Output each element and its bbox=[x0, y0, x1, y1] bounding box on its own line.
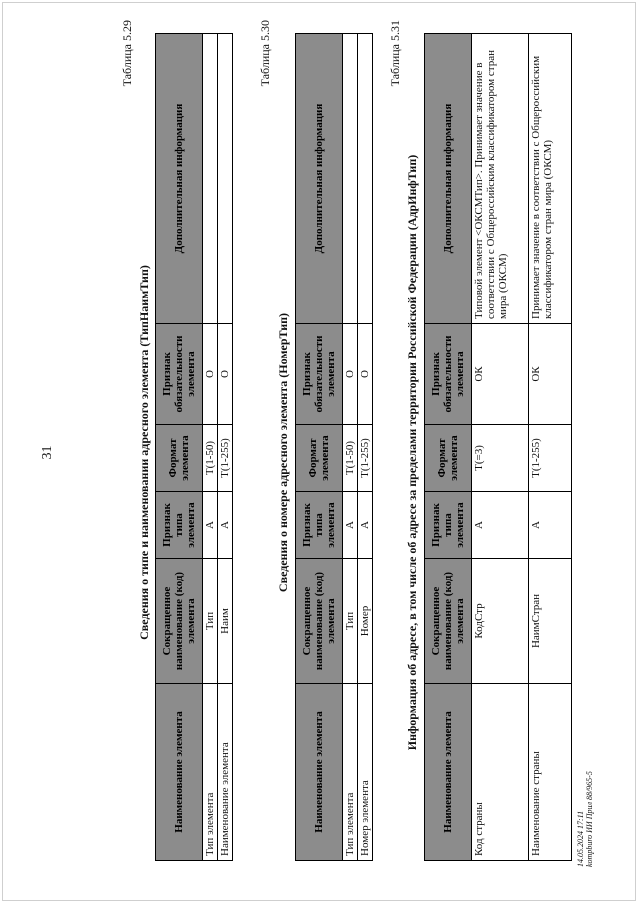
cell: А bbox=[472, 492, 529, 559]
table-5-31-caption: Информация об адресе, в том числе об адресе за пределами территории Российской Федерации (АдрИнфТип) bbox=[405, 154, 419, 751]
cell: T(1-50) bbox=[203, 425, 218, 492]
cell: О bbox=[203, 324, 218, 425]
cell: Тип bbox=[343, 559, 358, 684]
stamp bbox=[576, 771, 594, 867]
table-row bbox=[343, 34, 358, 861]
cell: Номер элемента bbox=[358, 684, 373, 861]
cell: ОК bbox=[472, 324, 529, 425]
cell bbox=[218, 34, 233, 324]
cell: О bbox=[358, 324, 373, 425]
table-5-30-label: Таблица 5.30 bbox=[258, 20, 272, 87]
cell: А bbox=[529, 492, 572, 559]
cell bbox=[343, 34, 358, 324]
cell: А bbox=[203, 492, 218, 559]
col-header: Наименование элемента bbox=[425, 684, 472, 861]
table-5-31-label: Таблица 5.31 bbox=[388, 20, 402, 87]
cell: Наименование элемента bbox=[218, 684, 233, 861]
cell: Тип элемента bbox=[343, 684, 358, 861]
cell: T(1-255) bbox=[529, 425, 572, 492]
cell: КодСтр bbox=[472, 559, 529, 684]
col-header: Дополнительная информация bbox=[156, 34, 203, 324]
col-header: Наименование элемента bbox=[296, 684, 343, 861]
cell: А bbox=[218, 492, 233, 559]
stamp-date: 14.05.2024 17:11 bbox=[576, 810, 585, 867]
cell: А bbox=[343, 492, 358, 559]
col-header: Дополнительная информация bbox=[296, 34, 343, 324]
table-5-31 bbox=[424, 33, 572, 861]
table-row bbox=[203, 34, 218, 861]
header-row bbox=[425, 34, 472, 861]
cell bbox=[203, 34, 218, 324]
col-header: Формат элемента bbox=[156, 425, 203, 492]
cell: Наим bbox=[218, 559, 233, 684]
col-header: Дополнительная информация bbox=[425, 34, 472, 324]
cell: Принимает значение в соответствии с Общероссийским классификатором стран мира (ОКСМ) bbox=[529, 34, 572, 324]
col-header: Признак типа элемента bbox=[156, 492, 203, 559]
col-header: Сокращенное наименование (код) элемента bbox=[296, 559, 343, 684]
table-5-30 bbox=[295, 33, 373, 861]
table-5-29 bbox=[155, 33, 233, 861]
table-5-30-caption: Сведения о номере адресного элемента (НомерТип) bbox=[276, 312, 290, 593]
cell: А bbox=[358, 492, 373, 559]
col-header: Признак обязательности элемента bbox=[296, 324, 343, 425]
table-5-29-caption: Сведения о типе и наименовании адресного элемента (ТипНаимТип) bbox=[137, 265, 151, 640]
cell: О bbox=[218, 324, 233, 425]
page-number: 31 bbox=[40, 445, 55, 460]
col-header: Формат элемента bbox=[296, 425, 343, 492]
cell: ОК bbox=[529, 324, 572, 425]
col-header: Сокращенное наименование (код) элемента bbox=[425, 559, 472, 684]
cell: Номер bbox=[358, 559, 373, 684]
cell: T(1-255) bbox=[358, 425, 373, 492]
cell: T(=3) bbox=[472, 425, 529, 492]
cell: Код страны bbox=[472, 684, 529, 861]
col-header: Сокращенное наименование (код) элемента bbox=[156, 559, 203, 684]
cell: T(1-50) bbox=[343, 425, 358, 492]
col-header: Признак обязательности элемента bbox=[156, 324, 203, 425]
col-header: Признак типа элемента bbox=[425, 492, 472, 559]
cell: О bbox=[343, 324, 358, 425]
table-row bbox=[358, 34, 373, 861]
cell: Тип элемента bbox=[203, 684, 218, 861]
table-5-29-label: Таблица 5.29 bbox=[120, 20, 134, 87]
cell: Наименование страны bbox=[529, 684, 572, 861]
cell: T(1-255) bbox=[218, 425, 233, 492]
stamp-source: kompburo ИИ Прил 88/965-5 bbox=[585, 771, 594, 867]
cell bbox=[358, 34, 373, 324]
cell: НаимСтран bbox=[529, 559, 572, 684]
header-row bbox=[296, 34, 343, 861]
table-row bbox=[472, 34, 529, 861]
cell: Тип bbox=[203, 559, 218, 684]
col-header: Формат элемента bbox=[425, 425, 472, 492]
col-header: Признак обязательности элемента bbox=[425, 324, 472, 425]
cell: Типовой элемент <ОКСМТип>. Принимает значение в соответствии с Общероссийским классификатором стран мира (ОКСМ) bbox=[472, 34, 529, 324]
table-row bbox=[218, 34, 233, 861]
table-row bbox=[529, 34, 572, 861]
header-row bbox=[156, 34, 203, 861]
col-header: Наименование элемента bbox=[156, 684, 203, 861]
col-header: Признак типа элемента bbox=[296, 492, 343, 559]
